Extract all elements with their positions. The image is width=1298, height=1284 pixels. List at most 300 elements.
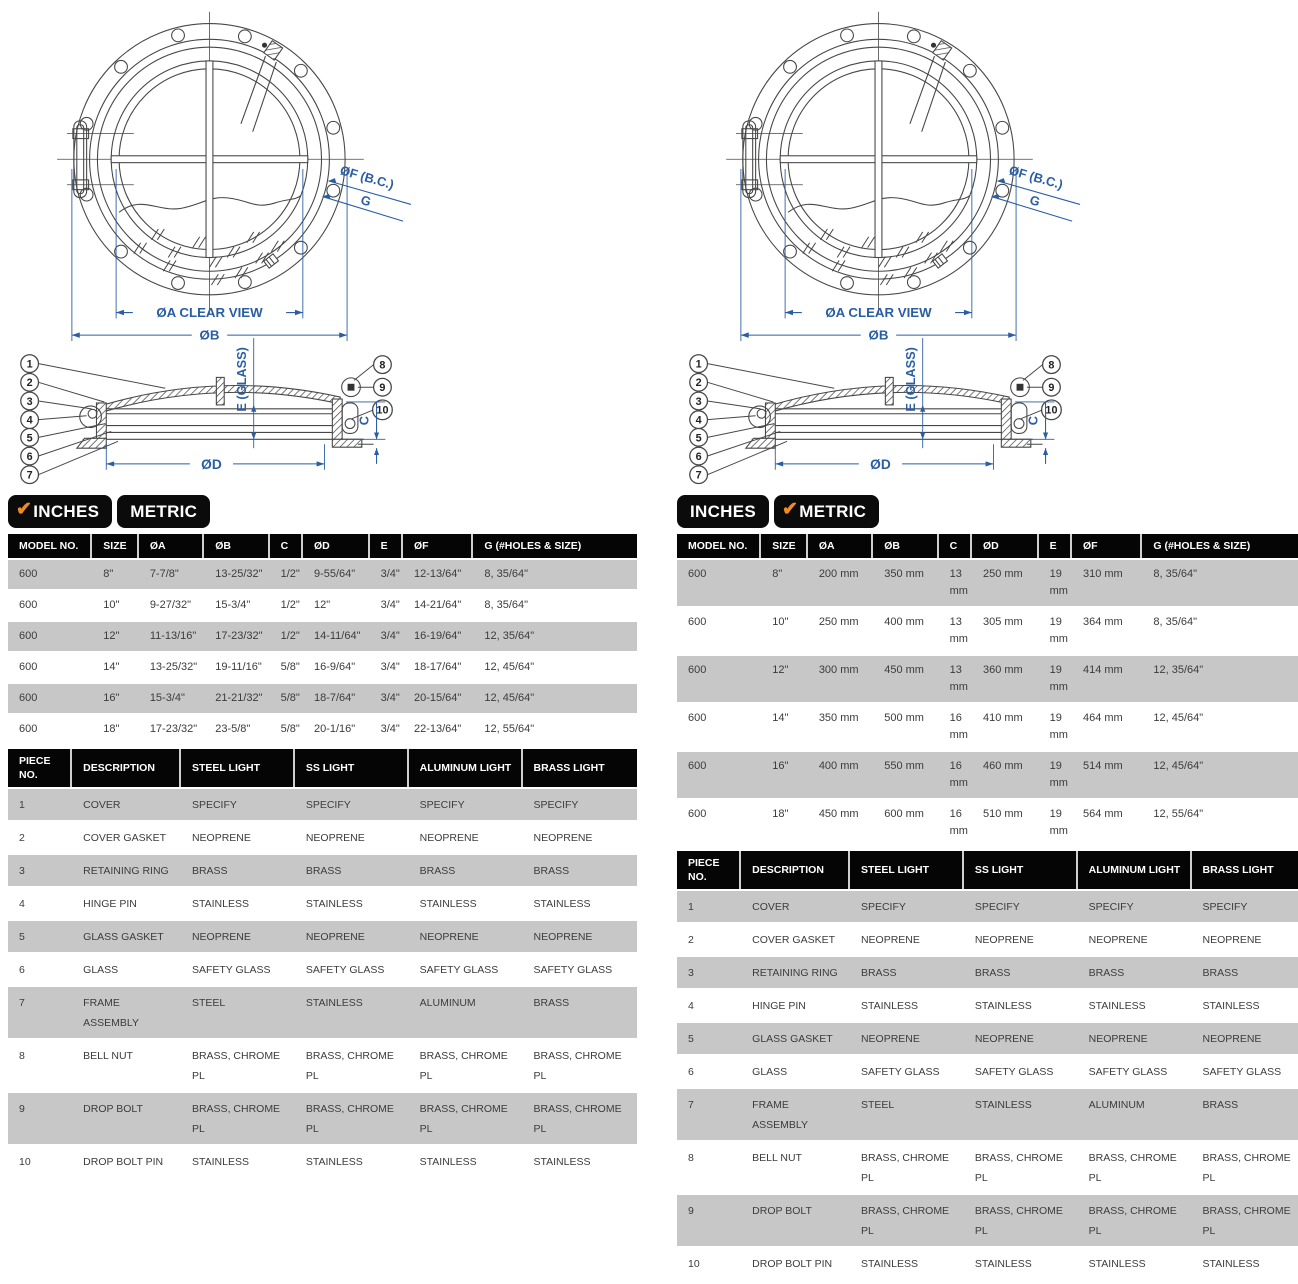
table-row (677, 608, 1298, 656)
table-header-row (8, 749, 637, 789)
table-cell: 10" (92, 591, 139, 620)
table-cell: STAINLESS (181, 888, 295, 919)
table-cell: RETAINING RING (741, 957, 850, 988)
table-cell: BRASS, CHROME PL (1078, 1142, 1192, 1193)
table-cell: 600 (677, 656, 761, 702)
table-cell: 310 mm (1072, 560, 1142, 606)
table-cell: 18-7/64" (303, 684, 370, 713)
table-cell: BRASS (1192, 957, 1298, 988)
table-row (8, 789, 637, 822)
table-cell: 200 mm (808, 560, 873, 606)
table-cell: 3/4" (370, 591, 403, 620)
table-row (8, 888, 637, 921)
table-cell: SAFETY GLASS (295, 954, 409, 985)
table-row (677, 1089, 1298, 1142)
tab-label: METRIC (799, 503, 866, 520)
table-cell: 450 mm (873, 656, 938, 702)
table-cell: 600 (8, 653, 92, 682)
table-cell: 9-27/32" (139, 591, 204, 620)
column-header: ØB (204, 534, 269, 558)
table-cell: 6 (8, 954, 72, 985)
table-cell: SAFETY GLASS (409, 954, 523, 985)
table-cell: 3/4" (370, 684, 403, 713)
table-cell: STEEL (181, 987, 295, 1038)
table-cell: 9 (8, 1093, 72, 1144)
table-cell: NEOPRENE (523, 921, 637, 952)
column-header: ØF (403, 534, 473, 558)
table-cell: 3/4" (370, 653, 403, 682)
porthole-drawing-metric (677, 0, 1298, 491)
table-cell: 22-13/64" (403, 715, 473, 744)
tab-inches[interactable] (677, 495, 769, 528)
column-header: SS LIGHT (964, 851, 1078, 889)
table-cell: SPECIFY (523, 789, 637, 820)
table-cell: SAFETY GLASS (964, 1056, 1078, 1087)
table-row (677, 752, 1298, 800)
table-cell: BRASS (964, 957, 1078, 988)
table-cell: STAINLESS (523, 1146, 637, 1177)
table-row (8, 622, 637, 653)
tab-inches[interactable] (8, 495, 112, 528)
table-cell: 19 mm (1039, 800, 1072, 846)
table-cell: 19 mm (1039, 704, 1072, 750)
table-row (677, 990, 1298, 1023)
column-header: G (#HOLES & SIZE) (1142, 534, 1298, 558)
table-cell: 410 mm (972, 704, 1039, 750)
table-cell: BRASS (181, 855, 295, 886)
table-cell: BRASS (523, 855, 637, 886)
table-cell: BRASS (1192, 1089, 1298, 1140)
table-cell: 600 (8, 622, 92, 651)
table-row (8, 591, 637, 622)
table-body (677, 560, 1298, 848)
table-cell: 12" (303, 591, 370, 620)
table-cell: 600 mm (873, 800, 938, 846)
table-body (8, 560, 637, 746)
table-cell: 5 (8, 921, 72, 952)
table-cell: 1/2" (270, 591, 303, 620)
table-cell: 1/2" (270, 560, 303, 589)
tab-label: INCHES (33, 503, 99, 520)
table-cell: 414 mm (1072, 656, 1142, 702)
table-cell: STAINLESS (295, 1146, 409, 1177)
table-cell: 9 (677, 1195, 741, 1246)
check-icon: ✔ (782, 500, 799, 519)
table-cell: STAINLESS (964, 1089, 1078, 1140)
table-cell: NEOPRENE (295, 921, 409, 952)
table-cell: BELL NUT (741, 1142, 850, 1193)
table-cell: 12, 45/64" (1142, 752, 1298, 798)
table-row (677, 1023, 1298, 1056)
column-header: STEEL LIGHT (181, 749, 295, 787)
table-cell: 305 mm (972, 608, 1039, 654)
table-cell: GLASS GASKET (72, 921, 181, 952)
check-icon: ✔ (16, 500, 33, 519)
table-cell: COVER (72, 789, 181, 820)
table-row (8, 684, 637, 715)
table-cell: STAINLESS (1078, 990, 1192, 1021)
table-cell: 450 mm (808, 800, 873, 846)
table-cell: DROP BOLT (72, 1093, 181, 1144)
table-cell: 3 (677, 957, 741, 988)
table-cell: SPECIFY (964, 891, 1078, 922)
table-cell: 350 mm (873, 560, 938, 606)
table-cell: 19 mm (1039, 656, 1072, 702)
table-cell: 10" (761, 608, 808, 654)
table-row (8, 822, 637, 855)
table-cell: STAINLESS (964, 990, 1078, 1021)
column-header: SIZE (92, 534, 139, 558)
table-cell: 15-3/4" (139, 684, 204, 713)
table-row (8, 560, 637, 591)
parts-table (677, 851, 1298, 1281)
table-cell: SPECIFY (409, 789, 523, 820)
table-row (8, 1146, 637, 1179)
table-cell: 12, 35/64" (473, 622, 637, 651)
table-cell: 17-23/32" (204, 622, 269, 651)
table-cell: 8, 35/64" (1142, 560, 1298, 606)
table-cell: 8, 35/64" (473, 591, 637, 620)
column-header: ØB (873, 534, 938, 558)
column-header: ØA (139, 534, 204, 558)
porthole-drawing-inches (8, 0, 637, 491)
table-row (8, 855, 637, 888)
table-cell: BRASS, CHROME PL (295, 1093, 409, 1144)
table-cell: 5/8" (270, 715, 303, 744)
table-cell: SPECIFY (1078, 891, 1192, 922)
table-row (8, 1040, 637, 1093)
metric-panel (677, 0, 1298, 1284)
table-cell: 16 mm (939, 800, 972, 846)
table-cell: DROP BOLT PIN (741, 1248, 850, 1279)
table-cell: STAINLESS (295, 888, 409, 919)
table-cell: 16 mm (939, 704, 972, 750)
table-cell: NEOPRENE (409, 822, 523, 853)
table-cell: 600 (677, 608, 761, 654)
table-cell: 14-21/64" (403, 591, 473, 620)
table-cell: 5 (677, 1023, 741, 1054)
table-row (677, 1142, 1298, 1195)
table-cell: BRASS, CHROME PL (964, 1195, 1078, 1246)
table-cell: SAFETY GLASS (181, 954, 295, 985)
table-cell: SAFETY GLASS (523, 954, 637, 985)
table-cell: 5/8" (270, 684, 303, 713)
table-cell: 600 (677, 560, 761, 606)
table-cell: SAFETY GLASS (850, 1056, 964, 1087)
table-cell: BRASS, CHROME PL (409, 1093, 523, 1144)
table-cell: 18-17/64" (403, 653, 473, 682)
table-cell: 250 mm (972, 560, 1039, 606)
table-cell: NEOPRENE (409, 921, 523, 952)
table-cell: 8, 35/64" (473, 560, 637, 589)
table-cell: 20-15/64" (403, 684, 473, 713)
table-cell: NEOPRENE (1192, 924, 1298, 955)
table-cell: 14" (92, 653, 139, 682)
table-cell: 9-55/64" (303, 560, 370, 589)
table-cell: STAINLESS (850, 1248, 964, 1279)
table-cell: 2 (8, 822, 72, 853)
table-cell: BRASS (523, 987, 637, 1038)
table-cell: 19-11/16" (204, 653, 269, 682)
table-cell: 1 (677, 891, 741, 922)
table-cell: 8" (92, 560, 139, 589)
table-cell: 16" (761, 752, 808, 798)
table-cell: 8, 35/64" (1142, 608, 1298, 654)
table-header-row (677, 851, 1298, 891)
table-cell: 12" (761, 656, 808, 702)
table-cell: BRASS, CHROME PL (850, 1195, 964, 1246)
table-cell: 2 (677, 924, 741, 955)
dimensions-table (677, 534, 1298, 848)
table-cell: COVER GASKET (741, 924, 850, 955)
table-row (677, 800, 1298, 848)
tab-metric[interactable] (117, 495, 210, 528)
table-cell: 550 mm (873, 752, 938, 798)
column-header: ØD (972, 534, 1039, 558)
table-cell: GLASS GASKET (741, 1023, 850, 1054)
table-cell: 19 mm (1039, 560, 1072, 606)
table-cell: SAFETY GLASS (1192, 1056, 1298, 1087)
table-row (8, 987, 637, 1040)
table-cell: 600 (677, 752, 761, 798)
table-cell: NEOPRENE (964, 924, 1078, 955)
table-cell: BRASS (295, 855, 409, 886)
table-cell: 600 (8, 591, 92, 620)
table-cell: 17-23/32" (139, 715, 204, 744)
table-cell: 600 (677, 800, 761, 846)
column-header: ALUMINUM LIGHT (1078, 851, 1192, 889)
table-cell: BRASS (1078, 957, 1192, 988)
table-cell: 11-13/16" (139, 622, 204, 651)
table-cell: 350 mm (808, 704, 873, 750)
column-header: G (#HOLES & SIZE) (473, 534, 637, 558)
table-cell: SPECIFY (1192, 891, 1298, 922)
inches-panel (8, 0, 637, 1284)
table-cell: 20-1/16" (303, 715, 370, 744)
column-header: BRASS LIGHT (1192, 851, 1298, 889)
table-cell: 12, 55/64" (473, 715, 637, 744)
table-cell: 12, 45/64" (1142, 704, 1298, 750)
table-cell: 8 (8, 1040, 72, 1091)
table-row (677, 1248, 1298, 1281)
column-header: ØD (303, 534, 370, 558)
table-cell: 1/2" (270, 622, 303, 651)
unit-tabs (8, 495, 637, 528)
parts-table (8, 749, 637, 1179)
table-cell: 514 mm (1072, 752, 1142, 798)
table-cell: NEOPRENE (1078, 924, 1192, 955)
table-cell: DROP BOLT (741, 1195, 850, 1246)
table-cell: DROP BOLT PIN (72, 1146, 181, 1177)
table-cell: 13-25/32" (204, 560, 269, 589)
table-cell: STAINLESS (964, 1248, 1078, 1279)
table-row (677, 957, 1298, 990)
table-cell: COVER (741, 891, 850, 922)
table-cell: BRASS, CHROME PL (1192, 1195, 1298, 1246)
table-cell: NEOPRENE (523, 822, 637, 853)
table-cell: 19 mm (1039, 608, 1072, 654)
table-body (8, 789, 637, 1179)
table-cell: 7 (677, 1089, 741, 1140)
table-cell: BELL NUT (72, 1040, 181, 1091)
table-cell: STAINLESS (181, 1146, 295, 1177)
table-cell: 564 mm (1072, 800, 1142, 846)
table-cell: STAINLESS (409, 888, 523, 919)
table-cell: 16 mm (939, 752, 972, 798)
table-cell: STAINLESS (1078, 1248, 1192, 1279)
table-cell: 3/4" (370, 715, 403, 744)
table-cell: BRASS, CHROME PL (181, 1040, 295, 1091)
table-cell: NEOPRENE (181, 822, 295, 853)
table-cell: 16-19/64" (403, 622, 473, 651)
table-cell: 3/4" (370, 622, 403, 651)
column-header: MODEL NO. (8, 534, 92, 558)
table-cell: NEOPRENE (850, 924, 964, 955)
table-cell: 3/4" (370, 560, 403, 589)
table-cell: 400 mm (873, 608, 938, 654)
table-cell: 13 mm (939, 656, 972, 702)
table-cell: STAINLESS (850, 990, 964, 1021)
table-cell: NEOPRENE (1192, 1023, 1298, 1054)
table-row (8, 954, 637, 987)
table-cell: 12, 55/64" (1142, 800, 1298, 846)
table-row (677, 924, 1298, 957)
table-cell: 13 mm (939, 560, 972, 606)
table-cell: 21-21/32" (204, 684, 269, 713)
table-cell: COVER GASKET (72, 822, 181, 853)
table-cell: STAINLESS (523, 888, 637, 919)
tab-metric[interactable] (774, 495, 879, 528)
table-cell: 3 (8, 855, 72, 886)
column-header: PIECE NO. (677, 851, 741, 889)
table-cell: 12, 45/64" (473, 653, 637, 682)
table-cell: 6 (677, 1056, 741, 1087)
table-cell: FRAME ASSEMBLY (72, 987, 181, 1038)
table-cell: NEOPRENE (1078, 1023, 1192, 1054)
table-cell: 400 mm (808, 752, 873, 798)
table-cell: 19 mm (1039, 752, 1072, 798)
table-cell: NEOPRENE (295, 822, 409, 853)
table-row (8, 715, 637, 746)
table-cell: STAINLESS (409, 1146, 523, 1177)
table-cell: BRASS, CHROME PL (850, 1142, 964, 1193)
table-row (677, 1195, 1298, 1248)
table-cell: 1 (8, 789, 72, 820)
table-cell: 23-5/8" (204, 715, 269, 744)
table-cell: BRASS, CHROME PL (1192, 1142, 1298, 1193)
column-header: SIZE (761, 534, 808, 558)
table-header-row (677, 534, 1298, 560)
table-cell: 360 mm (972, 656, 1039, 702)
table-cell: BRASS, CHROME PL (523, 1093, 637, 1144)
table-cell: 15-3/4" (204, 591, 269, 620)
table-cell: 600 (8, 684, 92, 713)
table-cell: 600 (677, 704, 761, 750)
tab-label: INCHES (690, 503, 756, 520)
column-header: DESCRIPTION (741, 851, 850, 889)
table-cell: 18" (761, 800, 808, 846)
column-header: BRASS LIGHT (523, 749, 637, 787)
table-row (8, 921, 637, 954)
unit-tabs (677, 495, 1298, 528)
table-row (677, 656, 1298, 704)
table-cell: ALUMINUM (409, 987, 523, 1038)
table-cell: RETAINING RING (72, 855, 181, 886)
table-cell: 510 mm (972, 800, 1039, 846)
table-cell: 12, 45/64" (473, 684, 637, 713)
table-cell: 464 mm (1072, 704, 1142, 750)
table-cell: 13 mm (939, 608, 972, 654)
table-cell: HINGE PIN (741, 990, 850, 1021)
column-header: ALUMINUM LIGHT (409, 749, 523, 787)
table-row (677, 560, 1298, 608)
table-cell: 600 (8, 715, 92, 744)
table-cell: BRASS (850, 957, 964, 988)
table-cell: 8" (761, 560, 808, 606)
table-cell: STAINLESS (295, 987, 409, 1038)
table-cell: 13-25/32" (139, 653, 204, 682)
table-cell: 16" (92, 684, 139, 713)
table-cell: 18" (92, 715, 139, 744)
table-row (8, 653, 637, 684)
table-cell: 10 (677, 1248, 741, 1279)
table-cell: 14" (761, 704, 808, 750)
table-cell: NEOPRENE (964, 1023, 1078, 1054)
table-cell: 12, 35/64" (1142, 656, 1298, 702)
table-cell: SAFETY GLASS (1078, 1056, 1192, 1087)
table-cell: BRASS, CHROME PL (1078, 1195, 1192, 1246)
column-header: C (270, 534, 303, 558)
column-header: E (370, 534, 403, 558)
table-cell: 14-11/64" (303, 622, 370, 651)
column-header: E (1039, 534, 1072, 558)
table-cell: SPECIFY (850, 891, 964, 922)
table-cell: 5/8" (270, 653, 303, 682)
table-cell: BRASS, CHROME PL (523, 1040, 637, 1091)
table-cell: FRAME ASSEMBLY (741, 1089, 850, 1140)
table-cell: 8 (677, 1142, 741, 1193)
column-header: PIECE NO. (8, 749, 72, 787)
table-cell: 10 (8, 1146, 72, 1177)
table-cell: HINGE PIN (72, 888, 181, 919)
table-cell: GLASS (72, 954, 181, 985)
column-header: MODEL NO. (677, 534, 761, 558)
table-cell: ALUMINUM (1078, 1089, 1192, 1140)
table-cell: 7-7/8" (139, 560, 204, 589)
table-cell: 300 mm (808, 656, 873, 702)
table-cell: NEOPRENE (850, 1023, 964, 1054)
table-cell: SPECIFY (295, 789, 409, 820)
table-cell: 500 mm (873, 704, 938, 750)
table-body (677, 891, 1298, 1281)
table-cell: BRASS, CHROME PL (964, 1142, 1078, 1193)
table-row (677, 891, 1298, 924)
table-cell: 16-9/64" (303, 653, 370, 682)
column-header: STEEL LIGHT (850, 851, 964, 889)
table-cell: BRASS, CHROME PL (295, 1040, 409, 1091)
table-cell: 600 (8, 560, 92, 589)
column-header: ØA (808, 534, 873, 558)
table-row (677, 1056, 1298, 1089)
table-cell: 250 mm (808, 608, 873, 654)
table-cell: 460 mm (972, 752, 1039, 798)
table-cell: STAINLESS (1192, 1248, 1298, 1279)
table-cell: BRASS (409, 855, 523, 886)
table-cell: BRASS, CHROME PL (181, 1093, 295, 1144)
table-cell: 12" (92, 622, 139, 651)
table-row (677, 704, 1298, 752)
table-cell: 364 mm (1072, 608, 1142, 654)
